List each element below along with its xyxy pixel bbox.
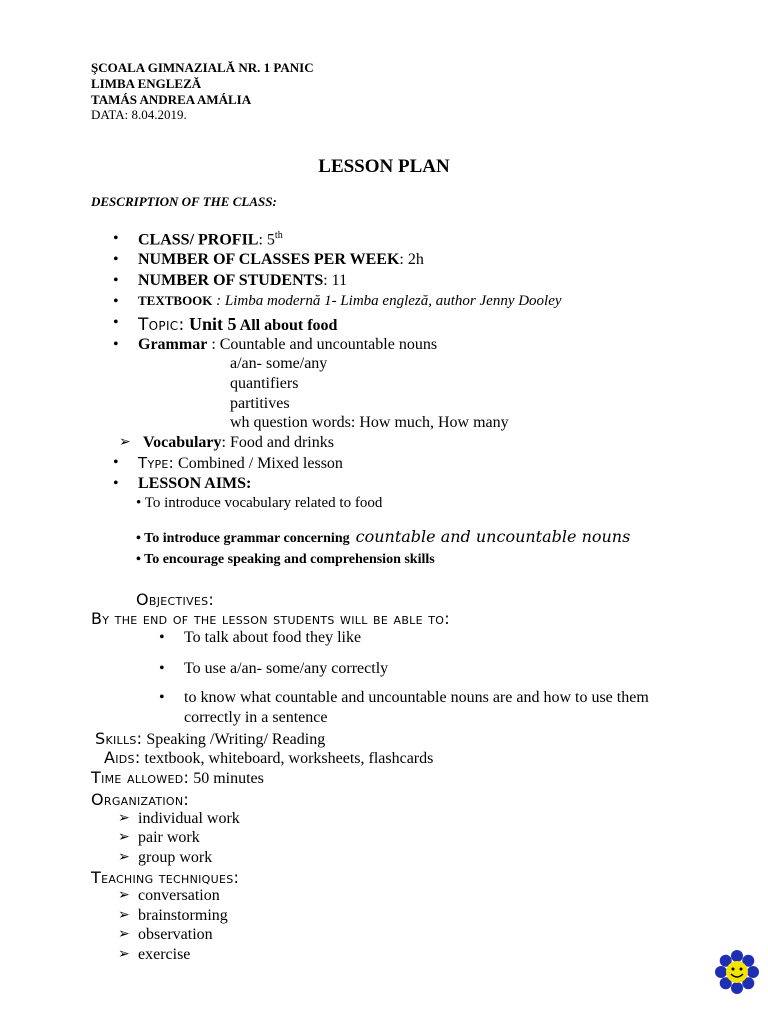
grammar-subitem: quantifiers xyxy=(230,375,299,392)
grammar-item: • Grammar : Countable and uncountable nouns xyxy=(138,336,437,354)
organization-heading: Organization: xyxy=(91,790,190,809)
type-item: • Type: Combined / Mixed lesson xyxy=(138,454,343,473)
objective-item-continued: correctly in a sentence xyxy=(184,709,328,726)
technique-item: ➢ brainstorming xyxy=(118,907,228,924)
aims-heading: • LESSON AIMS: xyxy=(138,475,251,493)
subject-name: LIMBA ENGLEZĂ xyxy=(91,76,202,91)
aim-item: • To encourage speaking and comprehension skills xyxy=(136,552,435,567)
lesson-date: DATA: 8.04.2019. xyxy=(91,107,187,122)
students-item: • NUMBER OF STUDENTS: 11 xyxy=(138,272,347,290)
objective-item: • to know what countable and uncountable nouns are and how to use them xyxy=(184,689,649,707)
objectives-intro: By the end of the lesson students will be able to: xyxy=(91,609,450,628)
objective-item: • To use a/an- some/any correctly xyxy=(184,660,388,678)
aim-item: • To introduce grammar concerning countable and uncountable nouns xyxy=(136,527,631,546)
vocabulary-item: ➢ Vocabulary: Food and drinks xyxy=(119,434,334,451)
aids-line: Aids: textbook, whiteboard, worksheets, flashcards xyxy=(104,748,434,767)
organization-item: ➢ pair work xyxy=(118,829,200,846)
arrow-bullet-icon: ➢ xyxy=(118,830,130,845)
technique-item: ➢ observation xyxy=(118,926,213,943)
topic-item: • Topic: Unit 5 All about food xyxy=(138,314,337,335)
smiley-flower-icon xyxy=(715,950,759,994)
arrow-bullet-icon: ➢ xyxy=(119,435,131,450)
textbook-item: • TEXTBOOK : Limba modernă 1- Limba engleză, author Jenny Dooley xyxy=(138,293,562,310)
technique-item: ➢ exercise xyxy=(118,946,191,963)
aim-item: • To introduce vocabulary related to food xyxy=(136,495,383,511)
page-title: LESSON PLAN xyxy=(318,156,450,177)
classes-per-week-item: • NUMBER OF CLASSES PER WEEK: 2h xyxy=(138,251,424,269)
school-name: ŞCOALA GIMNAZIALĂ NR. 1 PANIC xyxy=(91,60,314,75)
grammar-subitem: wh question words: How much, How many xyxy=(230,414,509,431)
grammar-subitem: partitives xyxy=(230,395,290,412)
grammar-subitem: a/an- some/any xyxy=(230,355,328,372)
organization-item: ➢ individual work xyxy=(118,810,240,827)
technique-item: ➢ conversation xyxy=(118,887,220,904)
skills-line: Skills: Speaking /Writing/ Reading xyxy=(95,729,326,748)
objective-item: • To talk about food they like xyxy=(184,629,361,647)
arrow-bullet-icon: ➢ xyxy=(118,908,130,923)
time-allowed-line: Time allowed: 50 minutes xyxy=(91,768,264,787)
class-profile-item: • CLASS/ PROFIL: 5th xyxy=(138,230,283,249)
arrow-bullet-icon: ➢ xyxy=(118,850,130,865)
description-heading: DESCRIPTION OF THE CLASS: xyxy=(91,194,277,209)
teacher-name: TAMÁS ANDREA AMÁLIA xyxy=(91,92,252,107)
techniques-heading: Teaching techniques: xyxy=(91,868,240,887)
arrow-bullet-icon: ➢ xyxy=(118,811,130,826)
objectives-heading: Objectives: xyxy=(136,590,215,609)
organization-item: ➢ group work xyxy=(118,849,213,866)
arrow-bullet-icon: ➢ xyxy=(118,947,130,962)
arrow-bullet-icon: ➢ xyxy=(118,888,130,903)
arrow-bullet-icon: ➢ xyxy=(118,927,130,942)
